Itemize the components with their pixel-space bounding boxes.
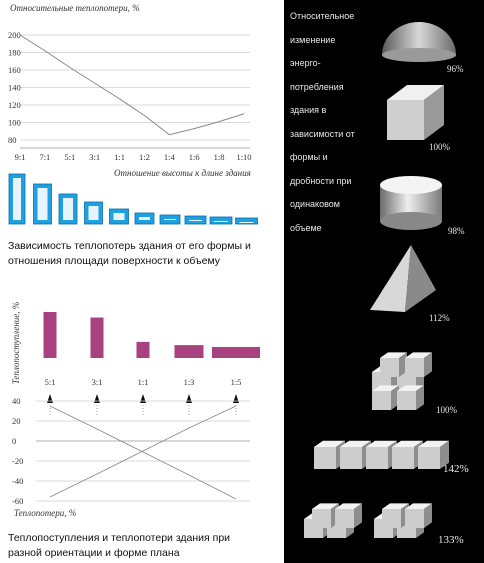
cube-front bbox=[340, 447, 362, 469]
orientation-ratio-label: 5:1 bbox=[44, 377, 56, 387]
shapes-illustration bbox=[284, 0, 484, 563]
building-face bbox=[38, 188, 48, 220]
y-tick-label: -40 bbox=[12, 476, 24, 486]
percent-pyramid: 112% bbox=[429, 313, 450, 323]
y-tick-label: -60 bbox=[12, 496, 24, 506]
cube-front bbox=[392, 447, 414, 469]
building-face bbox=[63, 198, 73, 220]
heat-loss-shape-chart bbox=[0, 0, 284, 245]
percent-cylinder: 98% bbox=[448, 226, 465, 236]
y-tick-label: 140 bbox=[8, 82, 21, 93]
heat-loss-line bbox=[20, 35, 244, 135]
cube-front bbox=[380, 358, 399, 377]
y-tick-label: 20 bbox=[12, 416, 21, 426]
orientation-chart bbox=[0, 290, 284, 560]
orientation-ratio-label: 1:5 bbox=[230, 377, 242, 387]
cylinder-shape bbox=[380, 176, 442, 230]
top-chart-xlabel: Отношение высоты к длине здания bbox=[114, 168, 251, 178]
pyramid-shape bbox=[370, 245, 436, 312]
x-tick-label: 1:8 bbox=[213, 152, 225, 162]
building-silhouette bbox=[210, 217, 232, 224]
x-tick-label: 1:4 bbox=[163, 152, 175, 162]
building-silhouette bbox=[236, 218, 258, 224]
x-tick-label: 3:1 bbox=[89, 152, 101, 162]
y-tick-label: 40 bbox=[12, 396, 21, 406]
y-tick-label: 160 bbox=[8, 65, 21, 75]
x-tick-label: 7:1 bbox=[39, 152, 51, 162]
heat-loss-line bbox=[50, 406, 236, 499]
top-chart-ylabel: Относительные теплопотери, % bbox=[10, 3, 140, 13]
cube-front bbox=[405, 358, 424, 377]
bottom-chart-xlabel: Теплопотери, % bbox=[14, 508, 77, 518]
y-tick-label: 180 bbox=[8, 47, 21, 58]
heat-gain-bar bbox=[137, 342, 150, 358]
y-tick-label: 80 bbox=[8, 135, 17, 145]
cube-front bbox=[382, 509, 401, 528]
cube-front bbox=[372, 391, 391, 410]
row-of-cubes-shape bbox=[314, 441, 449, 469]
x-tick-label: 5:1 bbox=[64, 152, 76, 162]
heat-gain-bar bbox=[44, 312, 57, 358]
north-arrow bbox=[94, 394, 100, 403]
y-tick-label: 0 bbox=[12, 436, 17, 446]
cube-front bbox=[397, 391, 416, 410]
y-tick-label: 200 bbox=[8, 30, 21, 40]
cube-front bbox=[312, 509, 331, 528]
cube-shape bbox=[387, 85, 444, 140]
building-face bbox=[139, 217, 150, 220]
cube-front bbox=[314, 447, 336, 469]
heat-gain-bar bbox=[175, 345, 204, 358]
heat-gain-bar bbox=[91, 318, 104, 358]
north-arrow bbox=[140, 394, 146, 403]
percent-two-groups: 133% bbox=[438, 534, 464, 546]
percent-cube: 100% bbox=[429, 142, 450, 152]
bottom-chart-ylabel: Теплопоступление, % bbox=[11, 301, 21, 385]
north-arrow bbox=[186, 394, 192, 403]
x-tick-label: 1:1 bbox=[114, 152, 125, 162]
heat-gain-bar bbox=[212, 347, 260, 358]
orientation-ratio-label: 1:1 bbox=[137, 377, 149, 387]
bottom-chart-caption: Теплопоступления и теплопотери здания при разной ориентации и форме плана bbox=[8, 532, 231, 559]
orientation-ratio-label: 1:3 bbox=[183, 377, 195, 387]
percent-row-of-cubes: 142% bbox=[443, 463, 469, 475]
building-face bbox=[240, 222, 254, 223]
dome-shape bbox=[382, 22, 456, 62]
side-panel-text: Относительное изменение энерго- потребления здания в зависимости от формы и дробности при одинаковом объеме bbox=[290, 11, 355, 233]
building-face bbox=[214, 221, 228, 222]
percent-cube-cluster: 100% bbox=[436, 405, 457, 415]
building-face bbox=[164, 219, 176, 220]
building-face bbox=[13, 178, 21, 220]
cube-front bbox=[418, 447, 440, 469]
x-tick-label: 1:6 bbox=[188, 152, 200, 162]
y-tick-label: -20 bbox=[12, 456, 24, 466]
two-groups-shape bbox=[304, 503, 432, 538]
shape-energy-panel bbox=[284, 0, 484, 563]
cube-front bbox=[366, 447, 388, 469]
cube-cluster-shape bbox=[372, 352, 432, 410]
building-face bbox=[189, 220, 202, 221]
cube-front bbox=[335, 509, 354, 528]
y-tick-label: 120 bbox=[8, 100, 21, 110]
building-face bbox=[89, 206, 99, 220]
orientation-ratio-label: 3:1 bbox=[91, 377, 103, 387]
x-tick-label: 1:10 bbox=[236, 152, 252, 162]
cube-front bbox=[405, 509, 424, 528]
percent-dome: 96% bbox=[447, 64, 464, 74]
building-face bbox=[114, 213, 125, 220]
north-arrow bbox=[47, 394, 53, 403]
x-tick-label: 9:1 bbox=[14, 152, 26, 162]
north-arrow bbox=[233, 394, 239, 403]
x-tick-label: 1:2 bbox=[139, 152, 150, 162]
top-chart-caption: Зависимость теплопотерь здания от его формы и отношения площади поверхности к объему bbox=[8, 240, 251, 267]
y-tick-label: 100 bbox=[8, 117, 21, 128]
